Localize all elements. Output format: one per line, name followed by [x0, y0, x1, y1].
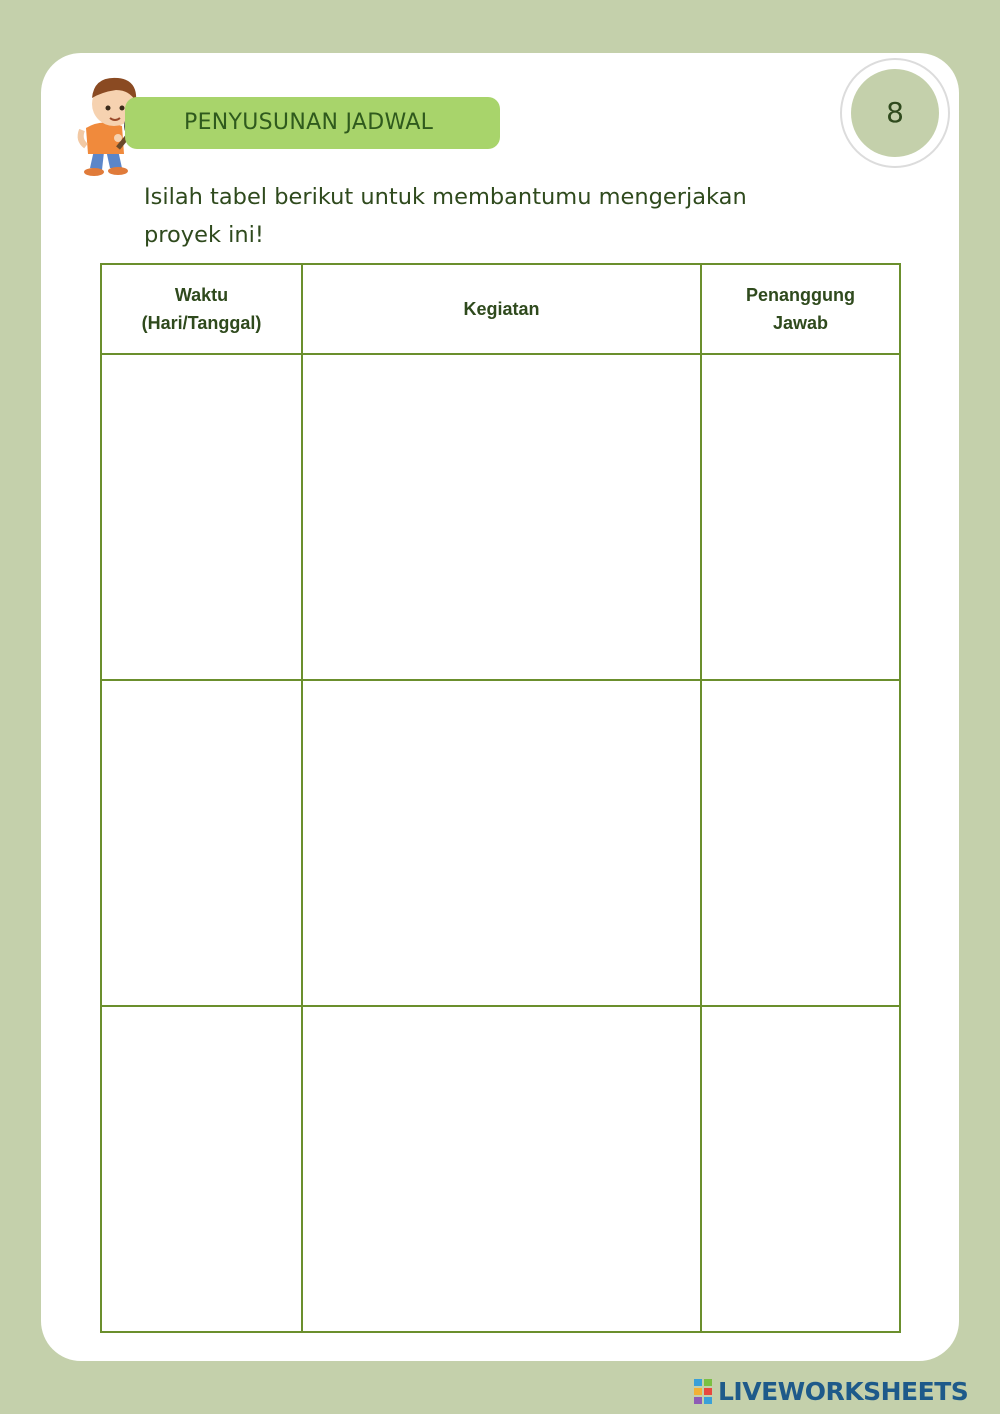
table-cell-kegiatan[interactable]: [302, 354, 701, 680]
column-header-waktu: [101, 264, 302, 354]
table-cell-waktu[interactable]: [101, 354, 302, 680]
instruction-line-2: proyek ini!: [144, 222, 264, 248]
column-header-kegiatan: [302, 264, 701, 354]
table-cell-penanggung-jawab[interactable]: [701, 1006, 900, 1332]
page-number: 8: [886, 96, 904, 129]
instruction-text: [144, 178, 864, 254]
page-title: PENYUSUNAN JADWAL: [184, 110, 434, 135]
table-row: [101, 680, 900, 1006]
instruction-line-1: Isilah tabel berikut untuk membantumu mengerjakan: [144, 184, 747, 210]
liveworksheets-icon: [694, 1377, 714, 1405]
schedule-table: [100, 263, 901, 1333]
table-cell-penanggung-jawab[interactable]: [701, 354, 900, 680]
table-cell-waktu[interactable]: [101, 1006, 302, 1332]
table-cell-kegiatan[interactable]: [302, 680, 701, 1006]
table-cell-penanggung-jawab[interactable]: [701, 680, 900, 1006]
liveworksheets-logo: [694, 1374, 968, 1408]
table-header-row: [101, 264, 900, 354]
column-header-line: (Hari/Tanggal): [141, 313, 262, 333]
table-cell-waktu[interactable]: [101, 680, 302, 1006]
table-row: [101, 354, 900, 680]
column-header-line: Waktu: [174, 285, 229, 305]
table-cell-kegiatan[interactable]: [302, 1006, 701, 1332]
table-row: [101, 1006, 900, 1332]
column-header-line: Kegiatan: [463, 299, 540, 319]
column-header-line: Jawab: [772, 313, 829, 333]
liveworksheets-brand: LIVEWORKSHEETS: [718, 1376, 969, 1406]
column-header-line: Penanggung: [746, 285, 855, 305]
column-header-penanggung-jawab: [701, 264, 900, 354]
